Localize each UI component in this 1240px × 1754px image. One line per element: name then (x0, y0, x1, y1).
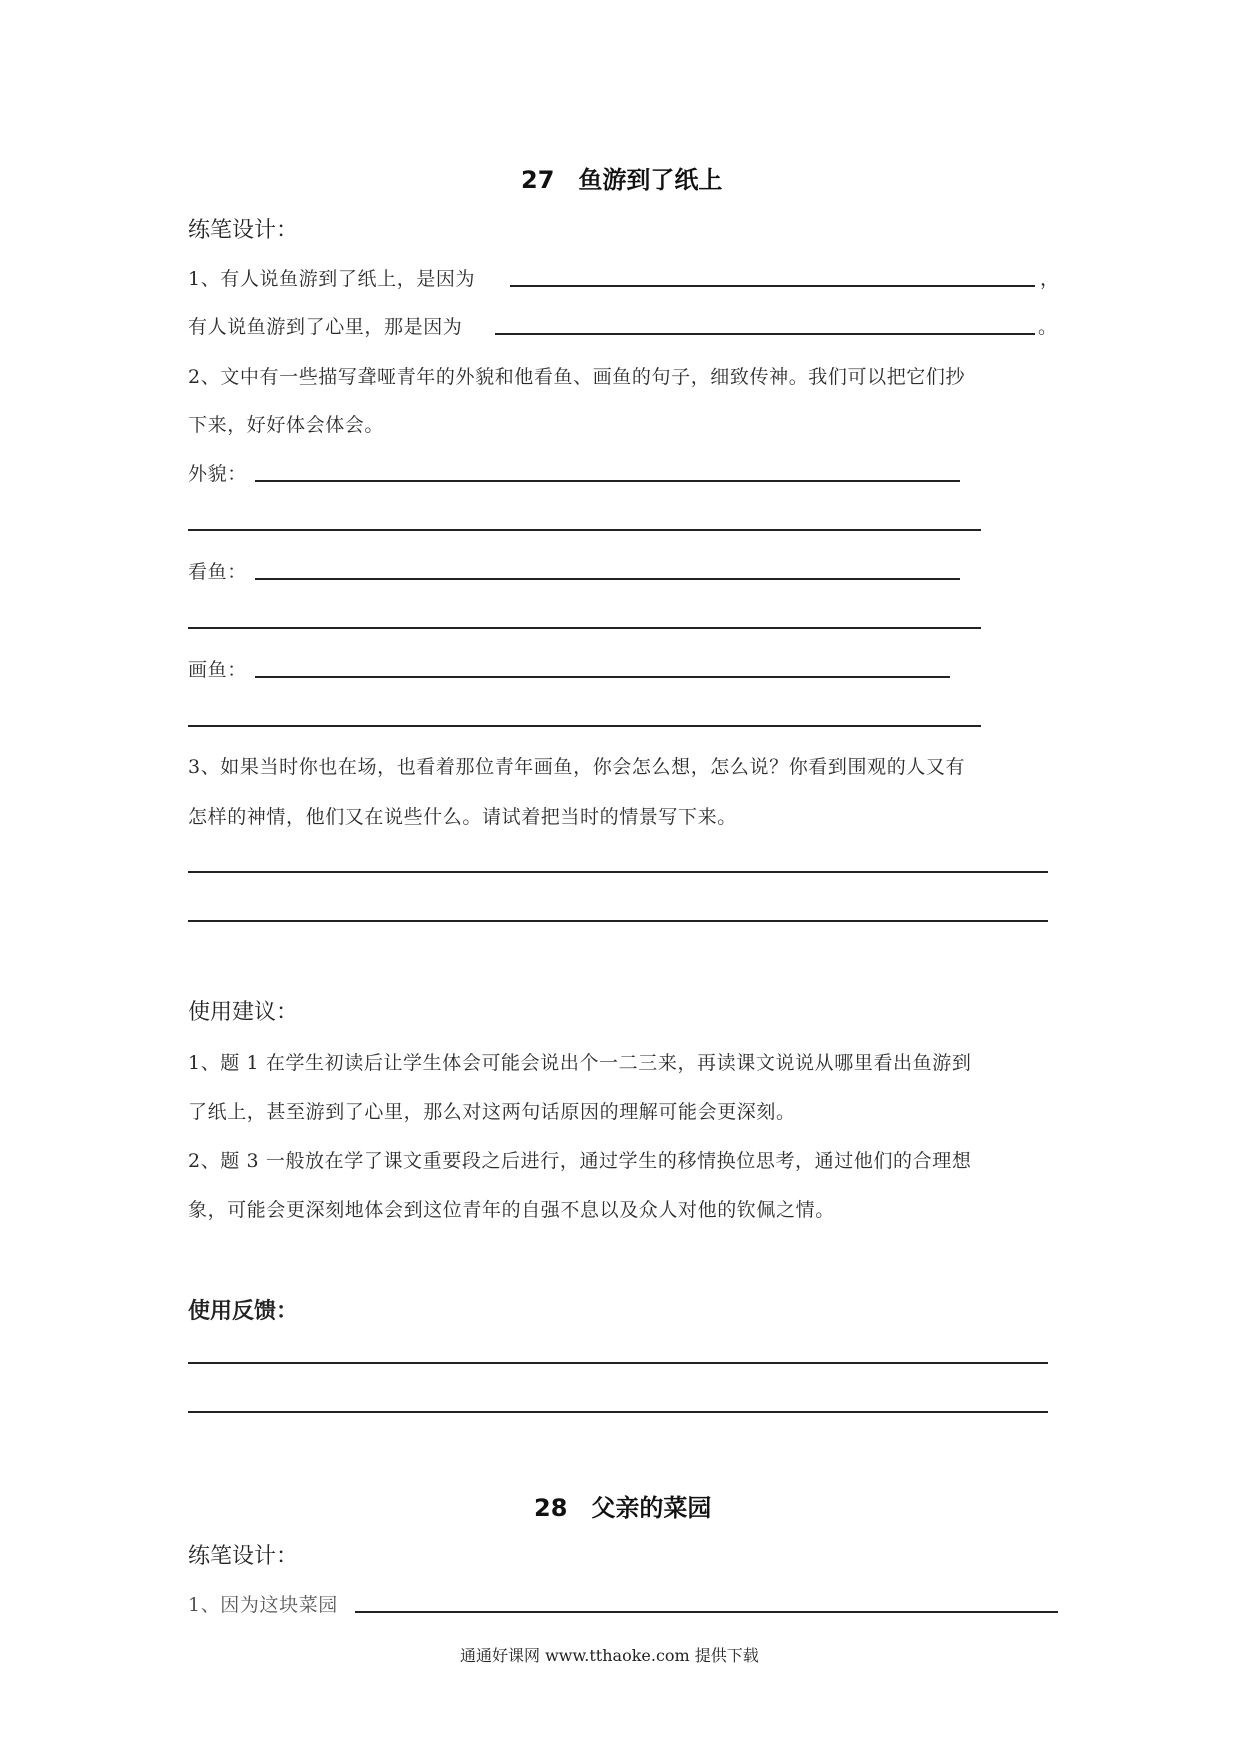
feedback-answer-line-1[interactable] (188, 1362, 1048, 1364)
section-28-q1-text: 1、因为这块菜园 (188, 1594, 338, 1616)
q3-line1-text: 3、如果当时你也在场，也看着那位青年画鱼，你会怎么想，怎么说？你看到围观的人又有 (188, 756, 966, 778)
appearance-label: 外貌： (188, 463, 247, 485)
q1-answer-line-1[interactable] (510, 285, 1035, 287)
q1-line1-text: 1、有人说鱼游到了纸上，是因为 (188, 268, 476, 290)
usage2-line1: 2、题 3 一般放在学了课文重要段之后进行，通过学生的移情换位思考，通过他们的合理想 (188, 1150, 972, 1172)
watch-fish-answer-line-2[interactable] (188, 627, 981, 629)
watch-fish-answer-line-1[interactable] (255, 578, 960, 580)
q1-line2-end: 。 (1038, 316, 1058, 338)
q3-answer-line-1[interactable] (188, 871, 1048, 873)
draw-fish-answer-line-2[interactable] (188, 725, 981, 727)
usage2-line2: 象，可能会更深刻地体会到这位青年的自强不息以及众人对他的钦佩之情。 (188, 1199, 835, 1221)
appearance-answer-line-2[interactable] (188, 529, 981, 531)
usage1-line1: 1、题 1 在学生初读后让学生体会可能会说出个一二三来，再读课文说说从哪里看出鱼游到 (188, 1052, 972, 1074)
draw-fish-label: 画鱼： (188, 659, 247, 681)
q1-line2-text: 有人说鱼游到了心里，那是因为 (188, 316, 463, 338)
footer-credit: 通通好课网 www.tthaoke.com 提供下载 (460, 1646, 759, 1665)
watch-fish-label: 看鱼： (188, 561, 247, 583)
q3-line2-text: 怎样的神情，他们又在说些什么。请试着把当时的情景写下来。 (188, 806, 737, 828)
usage1-line2: 了纸上，甚至游到了心里，那么对这两句话原因的理解可能会更深刻。 (188, 1101, 796, 1123)
feedback-heading: 使用反馈： (188, 1299, 299, 1324)
q1-answer-line-2[interactable] (495, 333, 1035, 335)
q3-answer-line-2[interactable] (188, 920, 1048, 922)
section-28-practice-heading: 练笔设计： (188, 1544, 299, 1569)
appearance-answer-line-1[interactable] (255, 480, 960, 482)
section-27-practice-heading: 练笔设计： (188, 218, 299, 243)
q1-line1-end: ， (1040, 268, 1060, 290)
feedback-answer-line-2[interactable] (188, 1411, 1048, 1413)
q2-line2-text: 下来，好好体会体会。 (188, 414, 385, 436)
q2-line1-text: 2、文中有一些描写聋哑青年的外貌和他看鱼、画鱼的句子，细致传神。我们可以把它们抄 (188, 366, 966, 388)
section-28-title: 28 父亲的菜园 (534, 1494, 712, 1522)
usage-heading: 使用建议： (188, 1000, 299, 1025)
section-28-q1-answer-line[interactable] (355, 1611, 1058, 1613)
draw-fish-answer-line-1[interactable] (255, 676, 950, 678)
section-27-title: 27 鱼游到了纸上 (521, 166, 723, 194)
